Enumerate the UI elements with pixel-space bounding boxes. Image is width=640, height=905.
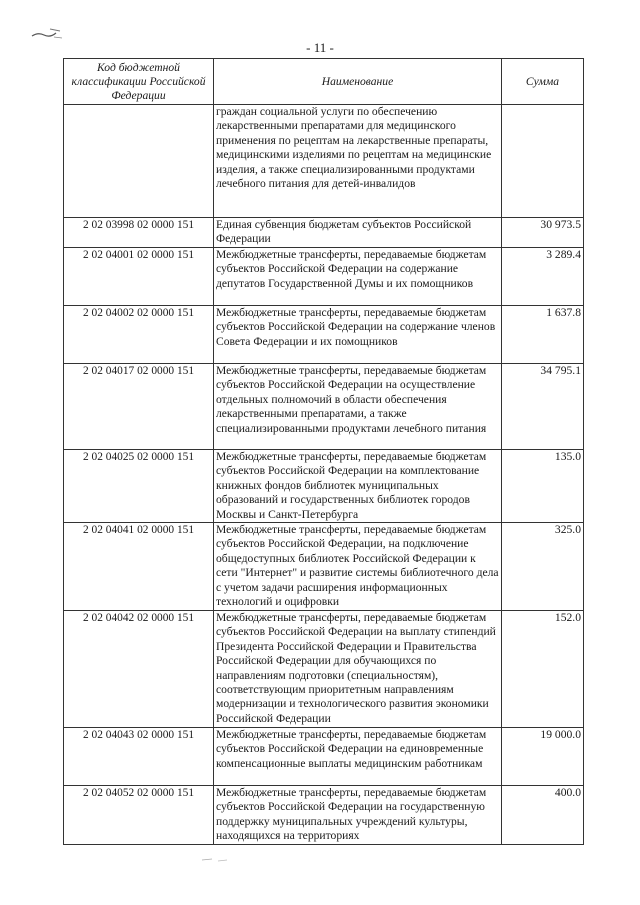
row-code: 2 02 04041 02 0000 151	[64, 523, 214, 611]
row-sum: 3 289.4	[502, 248, 584, 306]
row-name: Единая субвенция бюджетам субъектов Российской Федерации	[214, 218, 502, 248]
row-code: 2 02 04043 02 0000 151	[64, 728, 214, 786]
table-row	[64, 523, 584, 611]
row-code: 2 02 04042 02 0000 151	[64, 611, 214, 728]
scan-smudge-icon	[200, 855, 230, 863]
row-code: 2 02 04001 02 0000 151	[64, 248, 214, 306]
scan-mark-icon	[30, 26, 64, 40]
row-sum: 1 637.8	[502, 306, 584, 364]
row-code: 2 02 03998 02 0000 151	[64, 218, 214, 248]
row-code: 2 02 04002 02 0000 151	[64, 306, 214, 364]
page-number: - 11 -	[306, 40, 334, 55]
row-sum: 135.0	[502, 450, 584, 523]
table-row	[64, 611, 584, 728]
budget-table	[63, 58, 584, 845]
row-name: Межбюджетные трансферты, передаваемые бюджетам субъектов Российской Федерации на содержание депутатов Государственной Думы и их помощников	[214, 248, 502, 306]
row-sum: 30 973.5	[502, 218, 584, 248]
header-code: Код бюджетной классификации Российской Федерации	[64, 59, 214, 105]
table-row	[64, 248, 584, 306]
row-name: Межбюджетные трансферты, передаваемые бюджетам субъектов Российской Федерации на выплату стипендий Президента Российской Федерации и Правительства Российской Федерации для обучающихся по направлениям подготовки (специальностям), соответствующим приоритетным направлениям модернизации и технологического развития экономики Российской Федерации	[214, 611, 502, 728]
table-row	[64, 786, 584, 845]
row-sum: 152.0	[502, 611, 584, 728]
row-code: 2 02 04052 02 0000 151	[64, 786, 214, 845]
row-sum: 34 795.1	[502, 364, 584, 450]
table-row	[64, 728, 584, 786]
row-code	[64, 105, 214, 218]
table-header-row	[64, 59, 584, 105]
row-name: Межбюджетные трансферты, передаваемые бюджетам субъектов Российской Федерации на комплектование книжных фондов библиотек муниципальных образований и государственных библиотек городов Москвы и Санкт-Петербурга	[214, 450, 502, 523]
row-name: Межбюджетные трансферты, передаваемые бюджетам субъектов Российской Федерации на государственную поддержку муниципальных учреждений культуры, находящихся на территориях	[214, 786, 502, 845]
row-sum: 400.0	[502, 786, 584, 845]
row-code: 2 02 04025 02 0000 151	[64, 450, 214, 523]
table-row	[64, 218, 584, 248]
table-row	[64, 450, 584, 523]
row-sum: 19 000.0	[502, 728, 584, 786]
table-row	[64, 306, 584, 364]
row-sum: 325.0	[502, 523, 584, 611]
table-row	[64, 105, 584, 218]
row-name: Межбюджетные трансферты, передаваемые бюджетам субъектов Российской Федерации на осуществление отдельных полномочий в области обеспечения лекарственными препаратами, а также специализированными продуктами лечебного питания	[214, 364, 502, 450]
row-sum	[502, 105, 584, 218]
row-name: Межбюджетные трансферты, передаваемые бюджетам субъектов Российской Федерации на единовременные компенсационные выплаты медицинским работникам	[214, 728, 502, 786]
table-row	[64, 364, 584, 450]
row-code: 2 02 04017 02 0000 151	[64, 364, 214, 450]
header-sum: Сумма	[502, 59, 584, 105]
row-name: Межбюджетные трансферты, передаваемые бюджетам субъектов Российской Федерации на содержание членов Совета Федерации и их помощников	[214, 306, 502, 364]
row-name: Межбюджетные трансферты, передаваемые бюджетам субъектов Российской Федерации, на подключение общедоступных библиотек Российской Федерации к сети "Интернет" и развитие системы библиотечного дела с учетом задачи расширения информационных технологий и оцифровки	[214, 523, 502, 611]
row-name: граждан социальной услуги по обеспечению лекарственными препаратами для медицинского применения по рецептам на лекарственные препараты, медицинскими изделиями по рецептам на медицинские изделия, а также специализированными продуктами лечебного питания для детей-инвалидов	[214, 105, 502, 218]
header-name: Наименование	[214, 59, 502, 105]
